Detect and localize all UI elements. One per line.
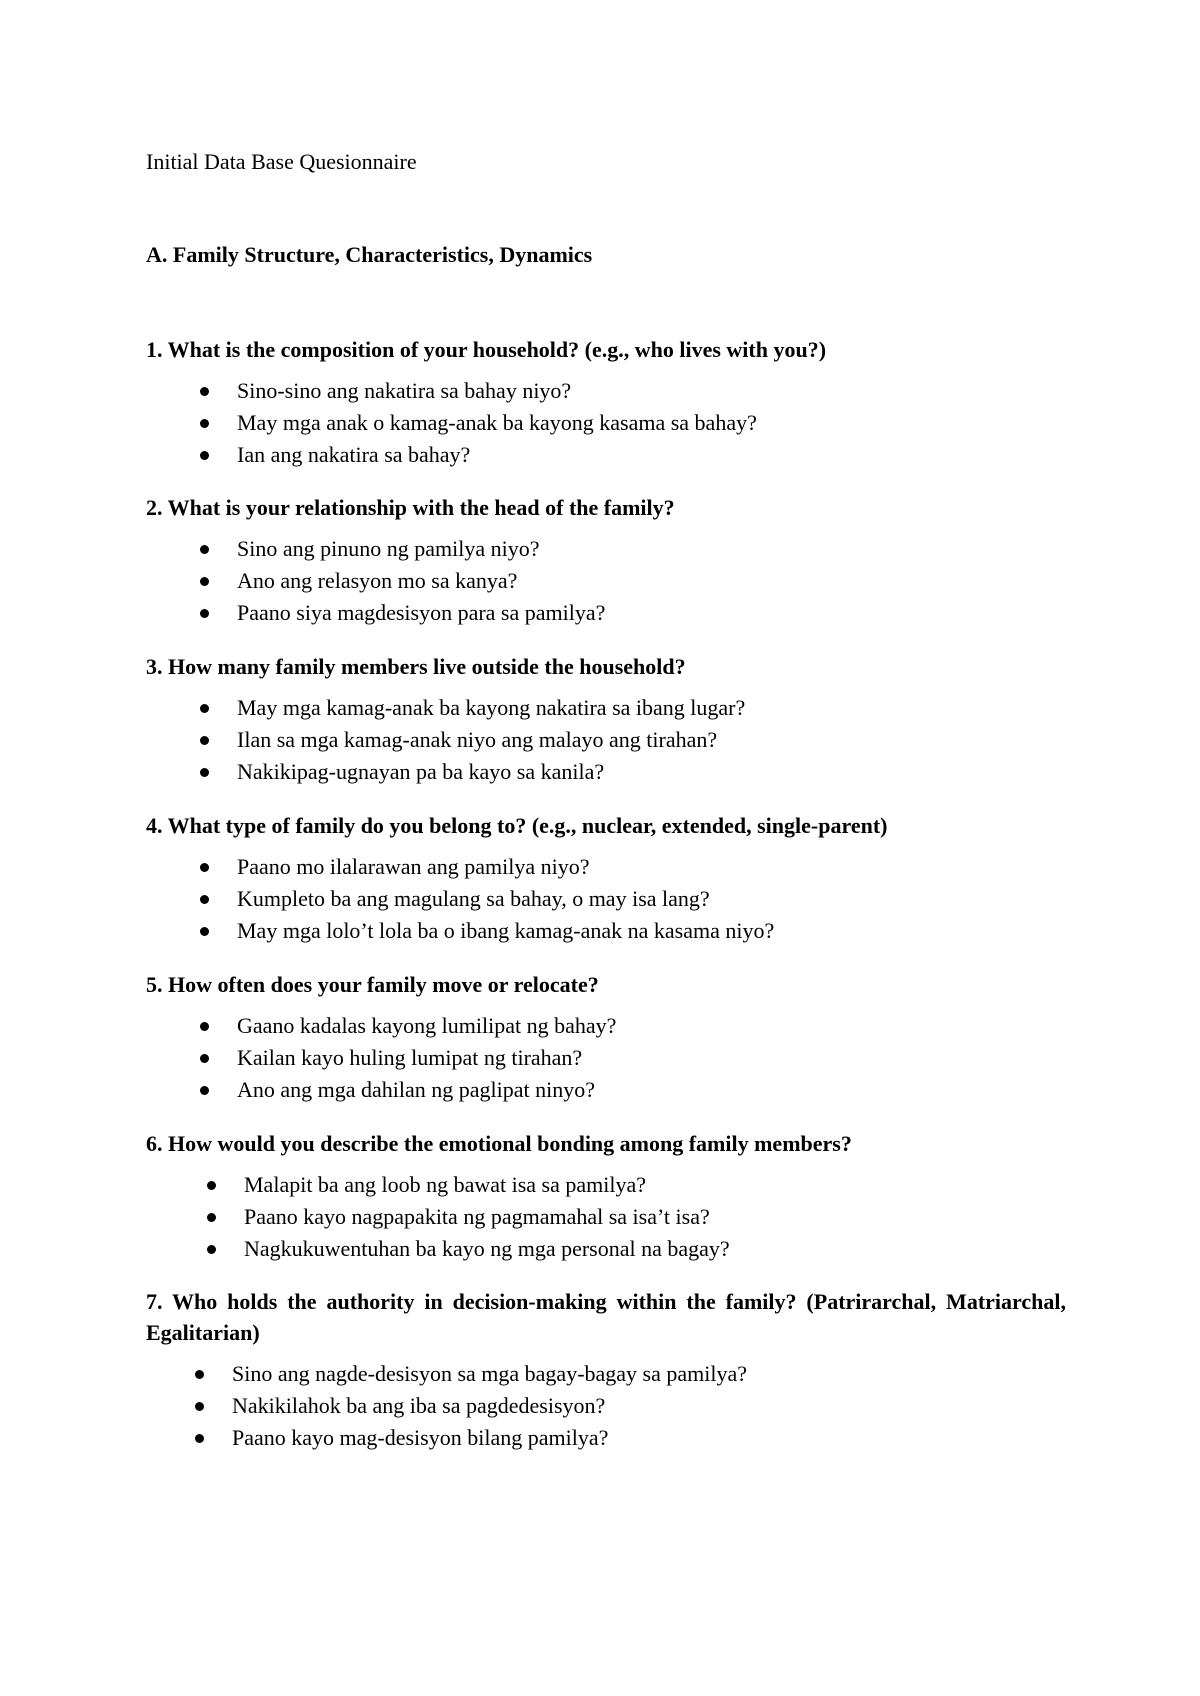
question-text: 5. How often does your family move or relocate? xyxy=(146,972,599,997)
bullet-icon xyxy=(200,419,209,428)
question-block xyxy=(146,651,1066,788)
bullet-icon xyxy=(200,1022,209,1031)
bullet-item xyxy=(146,883,1066,915)
question-text: 2. What is your relationship with the head of the family? xyxy=(146,495,675,520)
bullet-text: May mga kamag-anak ba kayong nakatira sa ibang lugar? xyxy=(237,695,746,720)
bullet-item xyxy=(146,1233,1066,1265)
bullet-text: May mga anak o kamag-anak ba kayong kasama sa bahay? xyxy=(237,410,757,435)
bullet-list xyxy=(146,1169,1066,1265)
bullet-text: Paano siya magdesisyon para sa pamilya? xyxy=(237,600,606,625)
bullet-icon xyxy=(200,387,209,396)
bullet-icon xyxy=(200,863,209,872)
bullet-item xyxy=(146,1422,1066,1454)
question-block xyxy=(146,334,1066,471)
bullet-icon xyxy=(200,1054,209,1063)
bullet-text: Kumpleto ba ang magulang sa bahay, o may isa lang? xyxy=(237,886,710,911)
bullet-text: Sino-sino ang nakatira sa bahay niyo? xyxy=(237,378,572,403)
bullet-item xyxy=(146,407,1066,439)
bullet-icon xyxy=(200,609,209,618)
bullet-text: Ano ang relasyon mo sa kanya? xyxy=(237,568,518,593)
bullet-text: Paano mo ilalarawan ang pamilya niyo? xyxy=(237,854,590,879)
question-text: 1. What is the composition of your household? (e.g., who lives with you?) xyxy=(146,337,827,362)
bullet-icon xyxy=(207,1213,216,1222)
bullet-icon xyxy=(207,1245,216,1254)
bullet-item xyxy=(146,565,1066,597)
bullet-text: Nakikipag-ugnayan pa ba kayo sa kanila? xyxy=(237,759,605,784)
bullet-item xyxy=(146,375,1066,407)
bullet-icon xyxy=(195,1370,204,1379)
bullet-icon xyxy=(195,1402,204,1411)
bullet-icon xyxy=(207,1181,216,1190)
bullet-item xyxy=(146,1201,1066,1233)
bullet-text: Sino ang nagde-desisyon sa mga bagay-bagay sa pamilya? xyxy=(232,1361,748,1386)
bullet-item xyxy=(146,533,1066,565)
bullet-list xyxy=(146,1010,1066,1106)
bullet-text: Ano ang mga dahilan ng paglipat ninyo? xyxy=(237,1077,596,1102)
question-block xyxy=(146,1128,1066,1265)
bullet-icon xyxy=(200,451,209,460)
bullet-item xyxy=(146,851,1066,883)
bullet-icon xyxy=(200,768,209,777)
bullet-text: Nakikilahok ba ang iba sa pagdedesisyon? xyxy=(232,1393,606,1418)
bullet-icon xyxy=(200,927,209,936)
question-block xyxy=(146,810,1066,947)
bullet-item xyxy=(146,915,1066,947)
section-heading: A. Family Structure, Characteristics, Dynamics xyxy=(146,242,593,267)
bullet-icon xyxy=(200,736,209,745)
bullet-item xyxy=(146,1074,1066,1106)
bullet-list xyxy=(146,375,1066,471)
bullet-list xyxy=(146,1358,1066,1454)
bullet-text: Sino ang pinuno ng pamilya niyo? xyxy=(237,536,540,561)
bullet-item xyxy=(146,1010,1066,1042)
bullet-text: Ian ang nakatira sa bahay? xyxy=(237,442,471,467)
question-text: 7. Who holds the authority in decision-making within the family? (Patrirarchal, Matriarchal, Egalitarian) xyxy=(146,1289,1066,1345)
bullet-text: Paano kayo nagpapakita ng pagmamahal sa isa’t isa? xyxy=(244,1204,710,1229)
bullet-text: Malapit ba ang loob ng bawat isa sa pamilya? xyxy=(244,1172,646,1197)
document-title: Initial Data Base Quesionnaire xyxy=(146,149,417,174)
question-text: 3. How many family members live outside the household? xyxy=(146,654,686,679)
bullet-icon xyxy=(200,1086,209,1095)
bullet-text: Paano kayo mag-desisyon bilang pamilya? xyxy=(232,1425,609,1450)
question-block xyxy=(146,969,1066,1106)
bullet-item xyxy=(146,1042,1066,1074)
bullet-list xyxy=(146,851,1066,947)
bullet-text: Ilan sa mga kamag-anak niyo ang malayo ang tirahan? xyxy=(237,727,718,752)
bullet-item xyxy=(146,597,1066,629)
bullet-item xyxy=(146,439,1066,471)
bullet-icon xyxy=(200,704,209,713)
bullet-item xyxy=(146,1390,1066,1422)
bullet-list xyxy=(146,692,1066,788)
question-block xyxy=(146,492,1066,629)
bullet-text: May mga lolo’t lola ba o ibang kamag-anak na kasama niyo? xyxy=(237,918,775,943)
bullet-icon xyxy=(200,577,209,586)
bullet-item xyxy=(146,1358,1066,1390)
bullet-list xyxy=(146,533,1066,629)
bullet-item xyxy=(146,692,1066,724)
bullet-item xyxy=(146,724,1066,756)
bullet-text: Nagkukuwentuhan ba kayo ng mga personal na bagay? xyxy=(244,1236,730,1261)
question-text: 4. What type of family do you belong to? (e.g., nuclear, extended, single-parent) xyxy=(146,813,888,838)
bullet-text: Gaano kadalas kayong lumilipat ng bahay? xyxy=(237,1013,617,1038)
bullet-item xyxy=(146,1169,1066,1201)
question-text: 6. How would you describe the emotional bonding among family members? xyxy=(146,1131,852,1156)
bullet-icon xyxy=(200,895,209,904)
bullet-icon xyxy=(200,545,209,554)
question-block xyxy=(146,1286,1066,1454)
bullet-item xyxy=(146,756,1066,788)
bullet-text: Kailan kayo huling lumipat ng tirahan? xyxy=(237,1045,583,1070)
bullet-icon xyxy=(195,1434,204,1443)
